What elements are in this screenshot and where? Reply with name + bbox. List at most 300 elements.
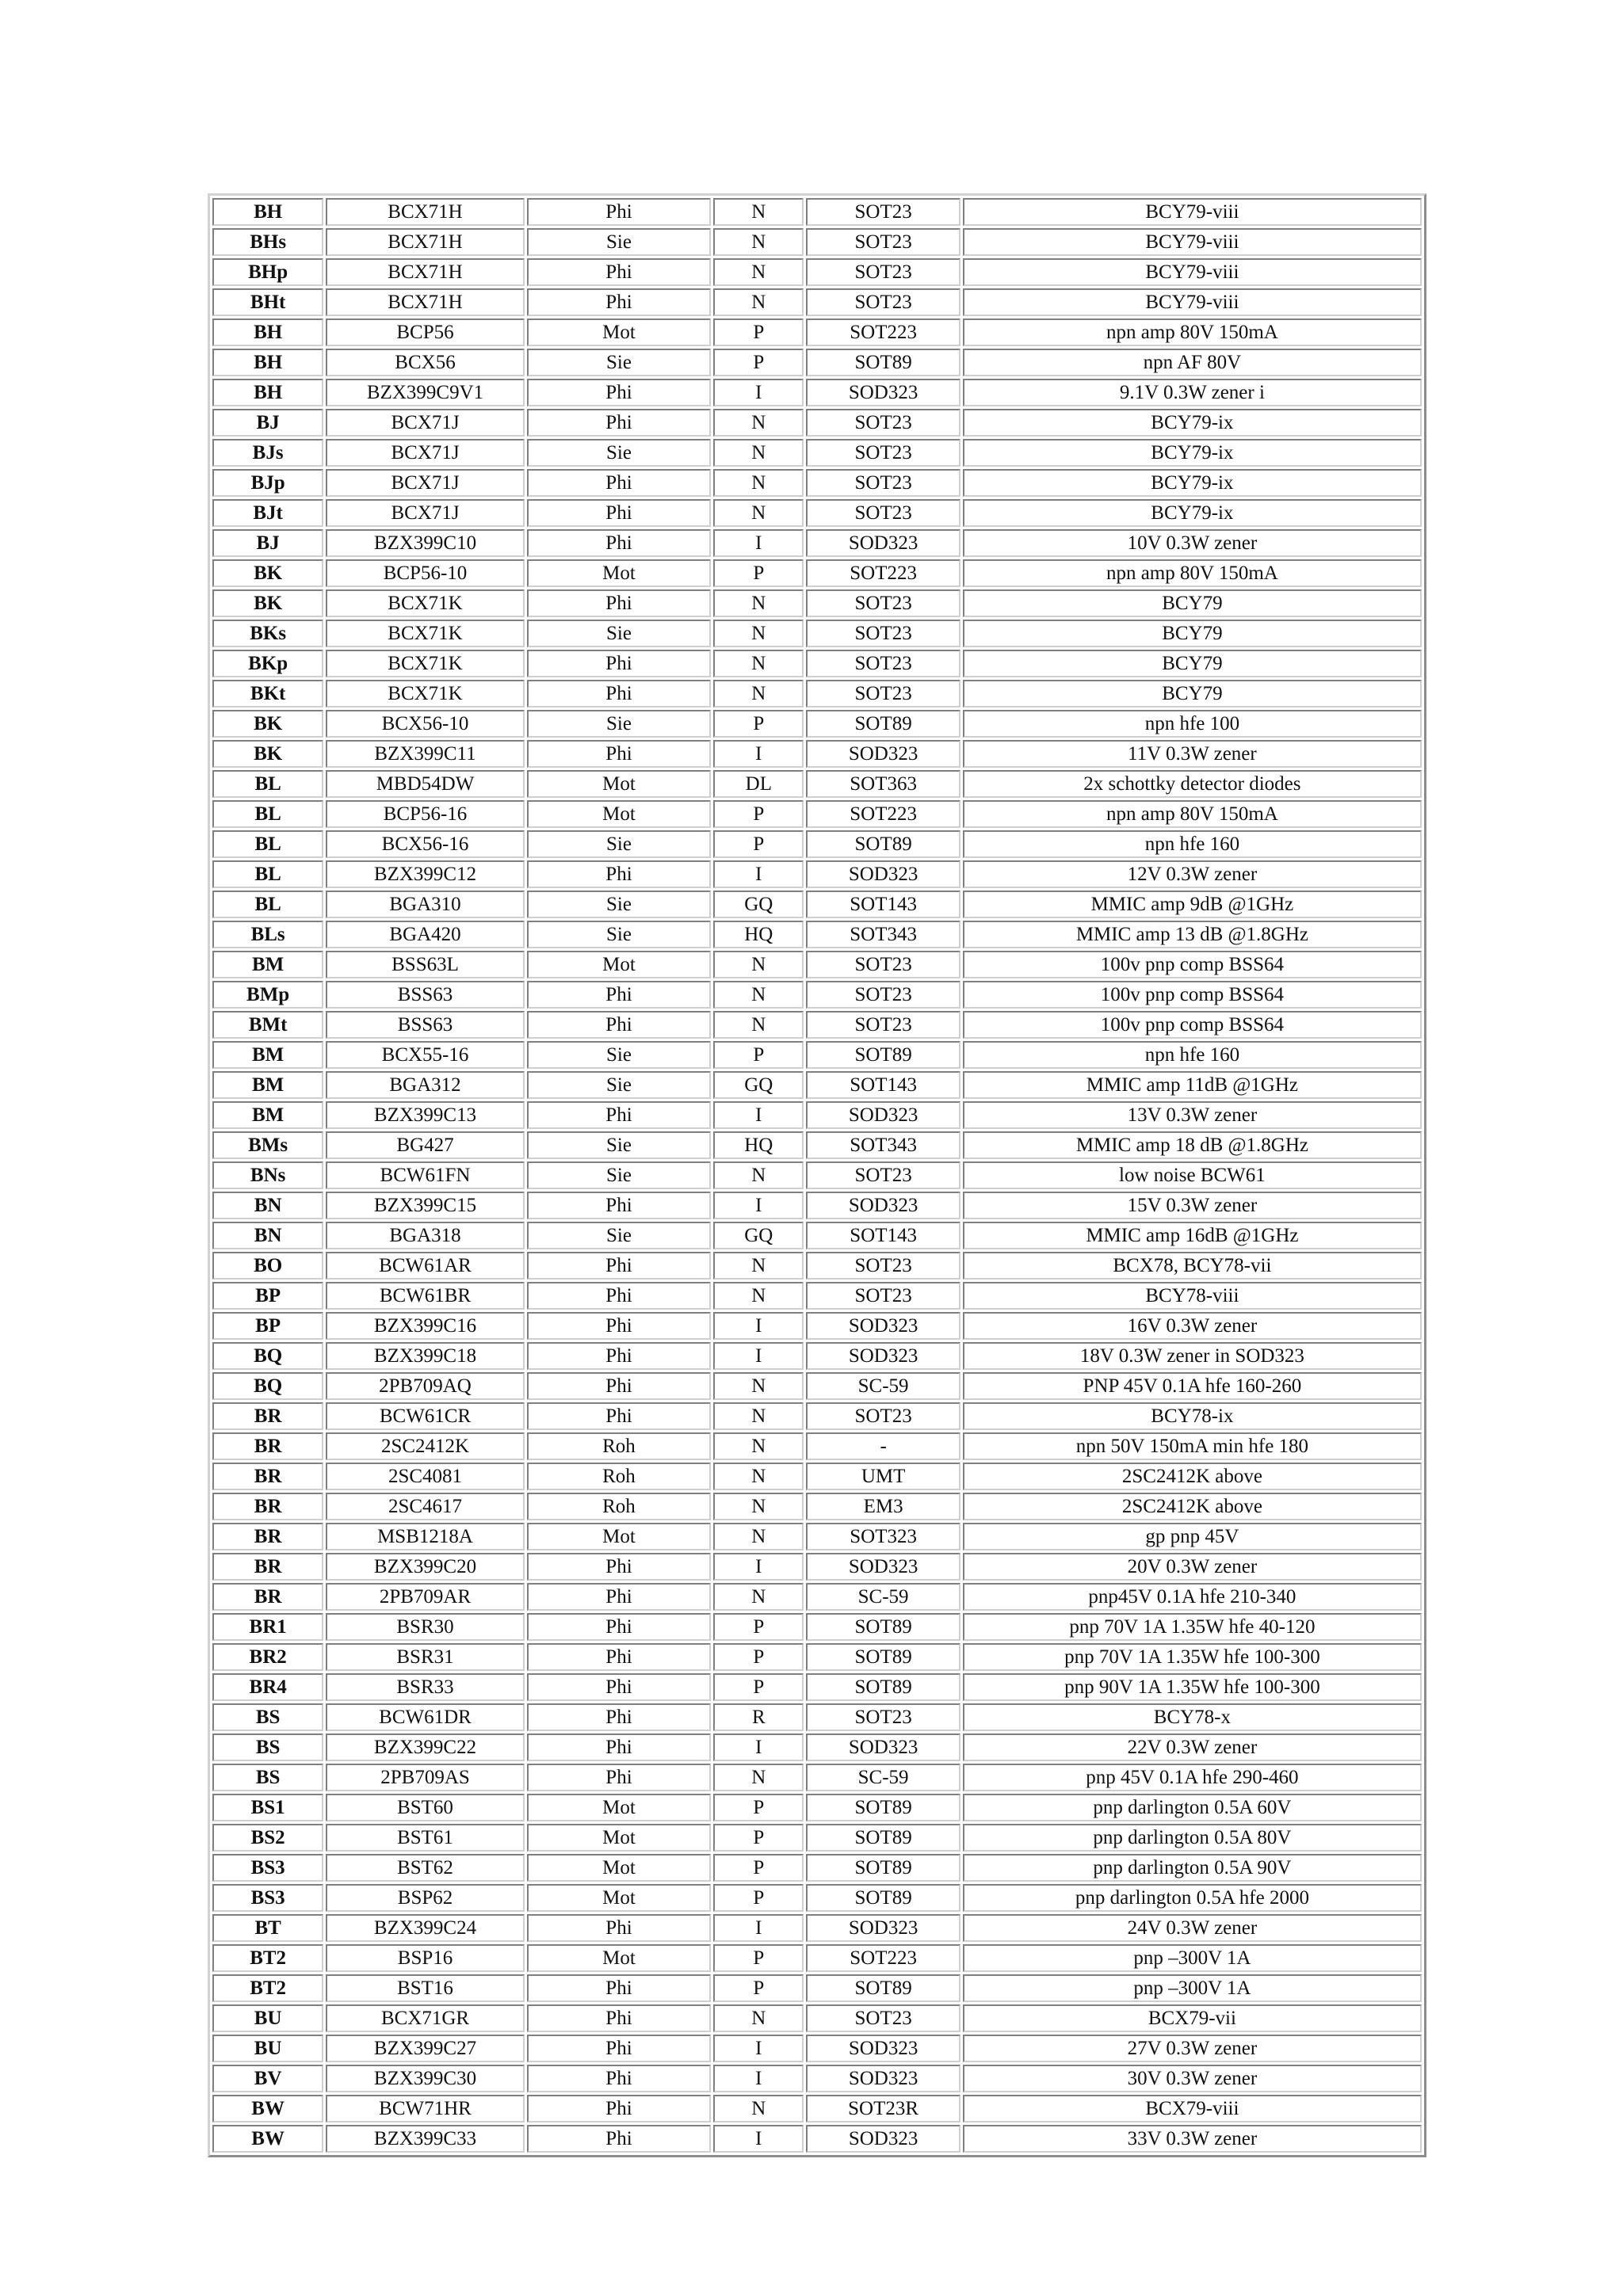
table-row (212, 2004, 1422, 2032)
table-row (212, 891, 1422, 918)
type-code-cell: N (713, 1523, 804, 1550)
smd-code-cell: BV (212, 2065, 323, 2092)
type-code-cell: N (713, 589, 804, 617)
part-number-cell: BCX71J (326, 439, 524, 467)
manufacturer-cell: Sie (527, 349, 711, 376)
description-cell: 100v pnp comp BSS64 (963, 951, 1422, 978)
table-row (212, 1613, 1422, 1641)
smd-code-cell: BR (212, 1402, 323, 1430)
type-code-cell: HQ (713, 921, 804, 948)
smd-code-cell: BL (212, 860, 323, 888)
smd-code-cell: BS (212, 1703, 323, 1731)
description-cell: 100v pnp comp BSS64 (963, 1011, 1422, 1039)
part-number-cell: BZX399C10 (326, 529, 524, 557)
smd-code-cell: BP (212, 1282, 323, 1310)
manufacturer-cell: Phi (527, 2125, 711, 2153)
smd-code-cell: BH (212, 318, 323, 346)
smd-code-cell: BW (212, 2095, 323, 2122)
package-cell: - (806, 1432, 960, 1460)
smd-code-cell: BS (212, 1733, 323, 1761)
smd-code-cell: BM (212, 951, 323, 978)
description-cell: BCY78-x (963, 1703, 1422, 1731)
type-code-cell: N (713, 439, 804, 467)
description-cell: BCY78-ix (963, 1402, 1422, 1430)
manufacturer-cell: Phi (527, 1192, 711, 1219)
package-cell: EM3 (806, 1493, 960, 1520)
description-cell: gp pnp 45V (963, 1523, 1422, 1550)
part-number-cell: BCW61AR (326, 1252, 524, 1280)
description-cell: 24V 0.3W zener (963, 1914, 1422, 1942)
table-row (212, 589, 1422, 617)
table-row (212, 559, 1422, 587)
package-cell: SOT23 (806, 258, 960, 286)
manufacturer-cell: Phi (527, 1613, 711, 1641)
manufacturer-cell: Sie (527, 1161, 711, 1189)
table-row (212, 529, 1422, 557)
package-cell: SOT89 (806, 1613, 960, 1641)
type-code-cell: N (713, 620, 804, 647)
table-row (212, 770, 1422, 798)
package-cell: SOD323 (806, 1914, 960, 1942)
manufacturer-cell: Phi (527, 650, 711, 677)
description-cell: BCY79-viii (963, 288, 1422, 316)
part-number-cell: BGA312 (326, 1071, 524, 1099)
type-code-cell: I (713, 740, 804, 768)
type-code-cell: P (713, 1854, 804, 1882)
table-row (212, 1312, 1422, 1340)
table-row (212, 409, 1422, 437)
description-cell: 2SC2412K above (963, 1463, 1422, 1490)
table-row (212, 379, 1422, 406)
part-number-cell: BZX399C30 (326, 2065, 524, 2092)
manufacturer-cell: Phi (527, 2004, 711, 2032)
description-cell: pnp –300V 1A (963, 1974, 1422, 2002)
manufacturer-cell: Roh (527, 1493, 711, 1520)
part-number-cell: BST16 (326, 1974, 524, 2002)
description-cell: BCY79 (963, 650, 1422, 677)
package-cell: SOT23 (806, 2004, 960, 2032)
smd-code-cell: BKp (212, 650, 323, 677)
smd-code-cell: BS3 (212, 1854, 323, 1882)
type-code-cell: I (713, 2035, 804, 2062)
description-cell: low noise BCW61 (963, 1161, 1422, 1189)
table-row (212, 1733, 1422, 1761)
part-number-cell: BZX399C22 (326, 1733, 524, 1761)
type-code-cell: I (713, 1553, 804, 1581)
table-row (212, 1041, 1422, 1069)
description-cell: 100v pnp comp BSS64 (963, 981, 1422, 1009)
part-number-cell: BCX71K (326, 589, 524, 617)
manufacturer-cell: Sie (527, 830, 711, 858)
description-cell: BCY79-ix (963, 439, 1422, 467)
package-cell: SOT343 (806, 1131, 960, 1159)
type-code-cell: N (713, 1372, 804, 1400)
package-cell: SC-59 (806, 1372, 960, 1400)
manufacturer-cell: Phi (527, 1101, 711, 1129)
manufacturer-cell: Phi (527, 1342, 711, 1370)
table-row (212, 740, 1422, 768)
package-cell: SOT23 (806, 1252, 960, 1280)
type-code-cell: N (713, 1252, 804, 1280)
manufacturer-cell: Sie (527, 1071, 711, 1099)
package-cell: SOT323 (806, 1523, 960, 1550)
description-cell: pnp 45V 0.1A hfe 290-460 (963, 1764, 1422, 1791)
manufacturer-cell: Phi (527, 2095, 711, 2122)
type-code-cell: I (713, 379, 804, 406)
part-number-cell: BCW61BR (326, 1282, 524, 1310)
package-cell: SOT223 (806, 559, 960, 587)
type-code-cell: I (713, 1192, 804, 1219)
smd-code-cell: BJ (212, 529, 323, 557)
table-row (212, 1914, 1422, 1942)
description-cell: 2x schottky detector diodes (963, 770, 1422, 798)
manufacturer-cell: Phi (527, 1974, 711, 2002)
description-cell: pnp darlington 0.5A 80V (963, 1824, 1422, 1852)
package-cell: SOT23 (806, 589, 960, 617)
type-code-cell: I (713, 1101, 804, 1129)
type-code-cell: GQ (713, 1071, 804, 1099)
type-code-cell: P (713, 1673, 804, 1701)
type-code-cell: I (713, 2065, 804, 2092)
package-cell: SOD323 (806, 1342, 960, 1370)
type-code-cell: I (713, 1312, 804, 1340)
table-row (212, 1402, 1422, 1430)
table-row (212, 288, 1422, 316)
table-row (212, 1643, 1422, 1671)
description-cell: npn AF 80V (963, 349, 1422, 376)
package-cell: SOT23R (806, 2095, 960, 2122)
table-row (212, 1944, 1422, 1972)
package-cell: SC-59 (806, 1764, 960, 1791)
part-number-cell: BCX71H (326, 258, 524, 286)
table-row (212, 1131, 1422, 1159)
smd-code-cell: BJ (212, 409, 323, 437)
manufacturer-cell: Phi (527, 529, 711, 557)
description-cell: npn amp 80V 150mA (963, 559, 1422, 587)
part-number-cell: BZX399C24 (326, 1914, 524, 1942)
part-number-cell: BST61 (326, 1824, 524, 1852)
type-code-cell: P (713, 800, 804, 828)
type-code-cell: GQ (713, 891, 804, 918)
table-row (212, 258, 1422, 286)
part-number-cell: BCX71H (326, 228, 524, 256)
part-number-cell: BZX399C18 (326, 1342, 524, 1370)
part-number-cell: 2PB709AQ (326, 1372, 524, 1400)
part-number-cell: BSS63 (326, 1011, 524, 1039)
description-cell: 27V 0.3W zener (963, 2035, 1422, 2062)
manufacturer-cell: Sie (527, 620, 711, 647)
type-code-cell: N (713, 1463, 804, 1490)
smd-code-cell: BHp (212, 258, 323, 286)
description-cell: 2SC2412K above (963, 1493, 1422, 1520)
type-code-cell: N (713, 1282, 804, 1310)
smd-code-cell: BK (212, 710, 323, 738)
type-code-cell: P (713, 1944, 804, 1972)
table-row (212, 1071, 1422, 1099)
type-code-cell: P (713, 318, 804, 346)
manufacturer-cell: Sie (527, 710, 711, 738)
part-number-cell: 2SC2412K (326, 1432, 524, 1460)
part-number-cell: BCX71J (326, 499, 524, 527)
table-row (212, 1432, 1422, 1460)
part-number-cell: 2PB709AR (326, 1583, 524, 1611)
type-code-cell: GQ (713, 1222, 804, 1249)
smd-code-cell: BHt (212, 288, 323, 316)
smd-code-cell: BJs (212, 439, 323, 467)
smd-code-cell: BKt (212, 680, 323, 707)
package-cell: SOT89 (806, 349, 960, 376)
description-cell: 20V 0.3W zener (963, 1553, 1422, 1581)
smd-code-cell: BT (212, 1914, 323, 1942)
manufacturer-cell: Mot (527, 559, 711, 587)
description-cell: npn 50V 150mA min hfe 180 (963, 1432, 1422, 1460)
smd-code-cell: BL (212, 800, 323, 828)
package-cell: SOT23 (806, 951, 960, 978)
smd-code-cell: BK (212, 559, 323, 587)
smd-code-cell: BNs (212, 1161, 323, 1189)
part-number-cell: BCX71J (326, 409, 524, 437)
type-code-cell: P (713, 1643, 804, 1671)
type-code-cell: N (713, 469, 804, 497)
manufacturer-cell: Phi (527, 680, 711, 707)
type-code-cell: N (713, 1432, 804, 1460)
smd-code-cell: BL (212, 830, 323, 858)
part-number-cell: BCW61CR (326, 1402, 524, 1430)
part-number-cell: BCP56-16 (326, 800, 524, 828)
description-cell: npn hfe 100 (963, 710, 1422, 738)
type-code-cell: N (713, 951, 804, 978)
type-code-cell: P (713, 1824, 804, 1852)
table-row (212, 469, 1422, 497)
type-code-cell: I (713, 529, 804, 557)
part-number-cell: BZX399C33 (326, 2125, 524, 2153)
type-code-cell: N (713, 228, 804, 256)
manufacturer-cell: Phi (527, 1402, 711, 1430)
description-cell: 22V 0.3W zener (963, 1733, 1422, 1761)
package-cell: SOT143 (806, 1222, 960, 1249)
description-cell: BCX79-viii (963, 2095, 1422, 2122)
smd-code-cell: BR4 (212, 1673, 323, 1701)
part-number-cell: BCX71H (326, 198, 524, 226)
package-cell: SOT343 (806, 921, 960, 948)
table-row (212, 439, 1422, 467)
description-cell: BCY79 (963, 589, 1422, 617)
manufacturer-cell: Sie (527, 891, 711, 918)
description-cell: 9.1V 0.3W zener i (963, 379, 1422, 406)
smd-code-cell: BM (212, 1041, 323, 1069)
package-cell: SOD323 (806, 1553, 960, 1581)
part-number-cell: 2PB709AS (326, 1764, 524, 1791)
part-number-cell: BCX71J (326, 469, 524, 497)
package-cell: SOT23 (806, 409, 960, 437)
package-cell: SC-59 (806, 1583, 960, 1611)
part-number-cell: BCX56-16 (326, 830, 524, 858)
manufacturer-cell: Phi (527, 1282, 711, 1310)
description-cell: BCY79-ix (963, 499, 1422, 527)
description-cell: MMIC amp 11dB @1GHz (963, 1071, 1422, 1099)
part-number-cell: BST62 (326, 1854, 524, 1882)
table-row (212, 1764, 1422, 1791)
manufacturer-cell: Phi (527, 2035, 711, 2062)
manufacturer-cell: Mot (527, 318, 711, 346)
smd-code-cell: BJt (212, 499, 323, 527)
package-cell: SOT23 (806, 1161, 960, 1189)
smd-code-cell: BO (212, 1252, 323, 1280)
manufacturer-cell: Phi (527, 1011, 711, 1039)
part-number-cell: BSR31 (326, 1643, 524, 1671)
description-cell: pnp 70V 1A 1.35W hfe 100-300 (963, 1643, 1422, 1671)
description-cell: 16V 0.3W zener (963, 1312, 1422, 1340)
smd-code-cell: BR (212, 1493, 323, 1520)
type-code-cell: N (713, 1583, 804, 1611)
description-cell: pnp 70V 1A 1.35W hfe 40-120 (963, 1613, 1422, 1641)
description-cell: 15V 0.3W zener (963, 1192, 1422, 1219)
manufacturer-cell: Sie (527, 1222, 711, 1249)
package-cell: SOD323 (806, 2125, 960, 2153)
manufacturer-cell: Mot (527, 1794, 711, 1821)
part-number-cell: 2SC4617 (326, 1493, 524, 1520)
manufacturer-cell: Roh (527, 1463, 711, 1490)
description-cell: pnp darlington 0.5A 90V (963, 1854, 1422, 1882)
part-number-cell: BCX71H (326, 288, 524, 316)
part-number-cell: BZX399C9V1 (326, 379, 524, 406)
package-cell: SOT89 (806, 1824, 960, 1852)
manufacturer-cell: Mot (527, 1854, 711, 1882)
table-row (212, 1192, 1422, 1219)
manufacturer-cell: Mot (527, 1944, 711, 1972)
package-cell: SOD323 (806, 2035, 960, 2062)
table-row (212, 1493, 1422, 1520)
type-code-cell: P (713, 349, 804, 376)
smd-code-cell: BHs (212, 228, 323, 256)
smd-code-cell: BMp (212, 981, 323, 1009)
package-cell: SOD323 (806, 860, 960, 888)
manufacturer-cell: Phi (527, 1553, 711, 1581)
manufacturer-cell: Sie (527, 228, 711, 256)
part-number-cell: 2SC4081 (326, 1463, 524, 1490)
manufacturer-cell: Phi (527, 1252, 711, 1280)
smd-code-cell: BT2 (212, 1974, 323, 2002)
smd-code-cell: BL (212, 770, 323, 798)
part-number-cell: BSP62 (326, 1884, 524, 1912)
type-code-cell: N (713, 1402, 804, 1430)
part-number-cell: BCP56 (326, 318, 524, 346)
smd-code-cell: BLs (212, 921, 323, 948)
part-number-cell: BZX399C20 (326, 1553, 524, 1581)
type-code-cell: N (713, 2095, 804, 2122)
manufacturer-cell: Phi (527, 1764, 711, 1791)
package-cell: SOD323 (806, 1733, 960, 1761)
package-cell: SOT23 (806, 499, 960, 527)
smd-code-cell: BP (212, 1312, 323, 1340)
manufacturer-cell: Phi (527, 499, 711, 527)
smd-code-cell: BK (212, 740, 323, 768)
part-number-cell: MSB1218A (326, 1523, 524, 1550)
package-cell: SOD323 (806, 529, 960, 557)
type-code-cell: HQ (713, 1131, 804, 1159)
smd-code-cell: BQ (212, 1372, 323, 1400)
package-cell: SOT363 (806, 770, 960, 798)
description-cell: pnp darlington 0.5A 60V (963, 1794, 1422, 1821)
description-cell: MMIC amp 9dB @1GHz (963, 891, 1422, 918)
part-number-cell: BZX399C27 (326, 2035, 524, 2062)
table-row (212, 2095, 1422, 2122)
package-cell: SOD323 (806, 1192, 960, 1219)
part-number-cell: BCX55-16 (326, 1041, 524, 1069)
package-cell: SOD323 (806, 1101, 960, 1129)
package-cell: SOT23 (806, 1282, 960, 1310)
package-cell: SOT89 (806, 1041, 960, 1069)
table-row (212, 620, 1422, 647)
manufacturer-cell: Phi (527, 589, 711, 617)
table-row (212, 1342, 1422, 1370)
smd-code-cell: BS1 (212, 1794, 323, 1821)
manufacturer-cell: Phi (527, 409, 711, 437)
part-number-cell: BSP16 (326, 1944, 524, 1972)
manufacturer-cell: Sie (527, 1131, 711, 1159)
manufacturer-cell: Phi (527, 1914, 711, 1942)
part-number-cell: BGA318 (326, 1222, 524, 1249)
smd-code-cell: BQ (212, 1342, 323, 1370)
package-cell: SOT89 (806, 1794, 960, 1821)
table-row (212, 1252, 1422, 1280)
table-row (212, 2065, 1422, 2092)
type-code-cell: N (713, 288, 804, 316)
smd-code-cell: BR (212, 1432, 323, 1460)
smd-code-cell: BT2 (212, 1944, 323, 1972)
part-number-cell: BCX56-10 (326, 710, 524, 738)
description-cell: pnp45V 0.1A hfe 210-340 (963, 1583, 1422, 1611)
description-cell: 30V 0.3W zener (963, 2065, 1422, 2092)
part-number-cell: MBD54DW (326, 770, 524, 798)
manufacturer-cell: Phi (527, 258, 711, 286)
type-code-cell: P (713, 1041, 804, 1069)
type-code-cell: I (713, 860, 804, 888)
package-cell: SOT23 (806, 288, 960, 316)
package-cell: SOT89 (806, 710, 960, 738)
package-cell: SOT223 (806, 800, 960, 828)
table-row (212, 1222, 1422, 1249)
description-cell: BCX79-vii (963, 2004, 1422, 2032)
description-cell: pnp 90V 1A 1.35W hfe 100-300 (963, 1673, 1422, 1701)
table-row (212, 1372, 1422, 1400)
smd-code-cell: BR1 (212, 1613, 323, 1641)
part-number-cell: BCX71K (326, 680, 524, 707)
package-cell: SOT89 (806, 1854, 960, 1882)
table-row (212, 1673, 1422, 1701)
smd-code-cell: BR (212, 1463, 323, 1490)
package-cell: SOT23 (806, 981, 960, 1009)
manufacturer-cell: Phi (527, 288, 711, 316)
smd-code-cell: BN (212, 1192, 323, 1219)
part-number-cell: BCX71GR (326, 2004, 524, 2032)
part-number-cell: BCX71K (326, 620, 524, 647)
description-cell: MMIC amp 16dB @1GHz (963, 1222, 1422, 1249)
type-code-cell: P (713, 830, 804, 858)
table-row (212, 1011, 1422, 1039)
package-cell: SOD323 (806, 740, 960, 768)
smd-code-cell: BS3 (212, 1884, 323, 1912)
description-cell: 18V 0.3W zener in SOD323 (963, 1342, 1422, 1370)
manufacturer-cell: Phi (527, 1733, 711, 1761)
table-row (212, 1794, 1422, 1821)
package-cell: SOT23 (806, 1011, 960, 1039)
smd-code-cell: BS (212, 1764, 323, 1791)
description-cell: npn hfe 160 (963, 830, 1422, 858)
manufacturer-cell: Phi (527, 379, 711, 406)
manufacturer-cell: Sie (527, 921, 711, 948)
description-cell: BCY79 (963, 620, 1422, 647)
